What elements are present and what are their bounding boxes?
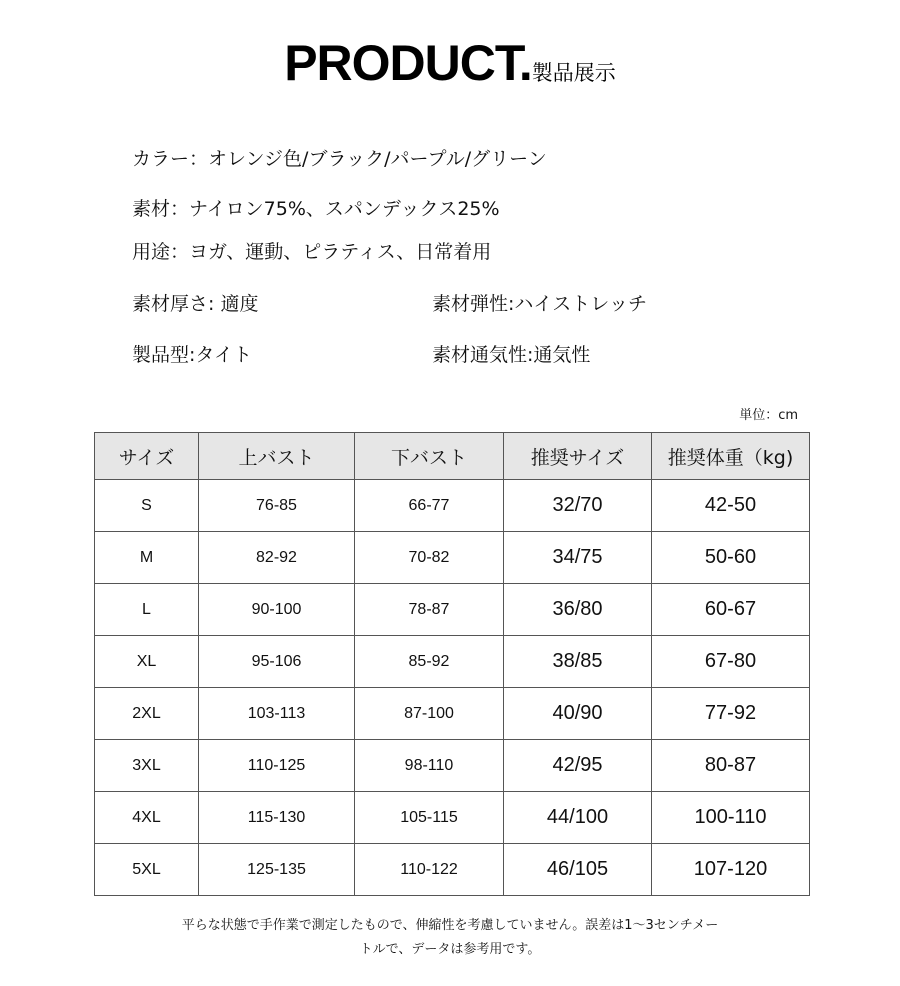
table-row [95,532,810,584]
cell-under-bust: 98-110 [355,740,504,792]
cell-recommended-weight: 107-120 [652,844,810,896]
cell-size: XL [95,636,199,688]
cell-upper-bust: 103-113 [199,688,355,740]
product-title [0,34,900,92]
cell-size: S [95,480,199,532]
cell-under-bust: 70-82 [355,532,504,584]
cell-size: 2XL [95,688,199,740]
cell-recommended-size: 32/70 [504,480,652,532]
cell-recommended-weight: 60-67 [652,584,810,636]
cell-recommended-size: 40/90 [504,688,652,740]
unit-label: 単位：cm [739,408,798,423]
spec-elasticity: 素材弾性:ハイストレッチ [432,293,648,315]
column-header-recommended-size: 推奨サイズ [504,433,652,480]
spec-fit: 製品型:タイト [132,344,253,366]
cell-recommended-size: 42/95 [504,740,652,792]
measurement-footnote [90,914,810,962]
spec-usage: 用途：ヨガ、運動、ピラティス、日常着用 [132,241,492,263]
cell-recommended-weight: 67-80 [652,636,810,688]
cell-upper-bust: 90-100 [199,584,355,636]
cell-recommended-weight: 77-92 [652,688,810,740]
table-row [95,844,810,896]
cell-size: 3XL [95,740,199,792]
footnote-line-2: トルで、データは参考用です。 [359,942,541,957]
cell-size: 4XL [95,792,199,844]
column-header-upper-bust: 上バスト [199,433,355,480]
cell-upper-bust: 95-106 [199,636,355,688]
cell-recommended-size: 44/100 [504,792,652,844]
cell-recommended-weight: 100-110 [652,792,810,844]
spec-breathability: 素材通気性:通気性 [432,344,591,366]
table-row [95,688,810,740]
cell-under-bust: 85-92 [355,636,504,688]
cell-recommended-size: 36/80 [504,584,652,636]
cell-under-bust: 87-100 [355,688,504,740]
cell-size: L [95,584,199,636]
cell-upper-bust: 110-125 [199,740,355,792]
cell-under-bust: 105-115 [355,792,504,844]
title-main: PRODUCT. [284,35,532,91]
column-header-under-bust: 下バスト [355,433,504,480]
size-table [94,432,810,896]
cell-recommended-weight: 42-50 [652,480,810,532]
cell-recommended-weight: 50-60 [652,532,810,584]
cell-recommended-size: 46/105 [504,844,652,896]
cell-upper-bust: 115-130 [199,792,355,844]
cell-recommended-size: 34/75 [504,532,652,584]
spec-color: カラー：オレンジ色/ブラック/パープル/グリーン [132,148,547,170]
cell-under-bust: 78-87 [355,584,504,636]
cell-recommended-weight: 80-87 [652,740,810,792]
cell-size: 5XL [95,844,199,896]
table-row [95,792,810,844]
table-row [95,584,810,636]
cell-under-bust: 66-77 [355,480,504,532]
cell-under-bust: 110-122 [355,844,504,896]
spec-material: 素材：ナイロン75%、スパンデックス25% [132,198,500,220]
footnote-line-1: 平らな状態で手作業で測定したもので、伸縮性を考慮していません。誤差は1～3センチメー [181,918,719,933]
cell-recommended-size: 38/85 [504,636,652,688]
table-row [95,480,810,532]
title-subtitle: 製品展示 [531,61,616,85]
cell-upper-bust: 76-85 [199,480,355,532]
table-header-row [95,433,810,480]
cell-upper-bust: 82-92 [199,532,355,584]
column-header-size: サイズ [95,433,199,480]
column-header-recommended-weight: 推奨体重（kg) [652,433,810,480]
cell-size: M [95,532,199,584]
cell-upper-bust: 125-135 [199,844,355,896]
table-row [95,740,810,792]
table-row [95,636,810,688]
spec-thickness: 素材厚さ: 適度 [132,293,259,315]
